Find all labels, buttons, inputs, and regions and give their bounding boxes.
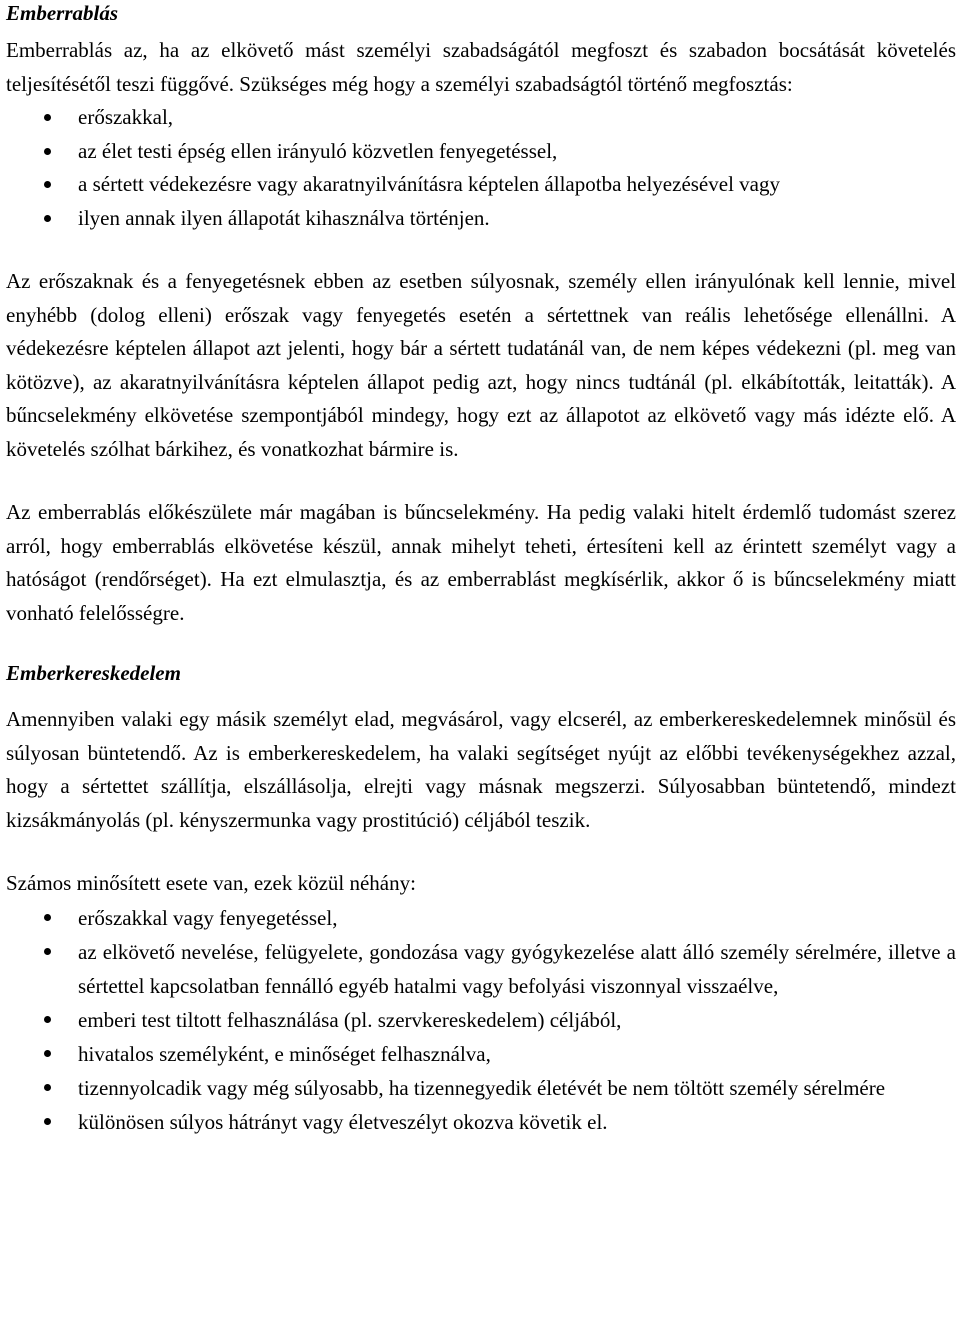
bullet-list-minositett-esetek <box>6 901 956 1139</box>
paragraph-eroszak: Az erőszaknak és a fenyegetésnek ebben az esetben súlyosnak, személy ellen irányulónak kell lennie, mivel enyhébb (dolog elleni) erőszak vagy fenyegetés esetén a sértettnek van reális lehetősége ellenállni. A védekezésre képtelen állapot azt jelenti, hogy bár a sértett tudatánál van, de nem képes védekezni (pl. meg van kötözve), az akaratnyilvánításra képtelen állapot pedig azt, hogy nincs tudtánál (pl. elkábították, leitatták). A bűncselekmény elkövetése szempontjából mindegy, hogy ezt az állapotot az elkövető vagy más idézte elő. A követelés szólhat bárkihez, és vonatkozhat bármire is. <box>6 269 956 461</box>
paragraph-emberkereskedelem: Amennyiben valaki egy másik személyt elad, megvásárol, vagy elcserél, az emberkereskedelemnek minősül és súlyosan büntetendő. Az is emberkereskedelem, ha valaki segítséget nyújt az előbbi tevékenységekhez azzal, hogy a sértettet szállítja, elszállásolja, elrejti vagy másnak megszerzi. Súlyosabban büntetendő, mindezt kizsákmányolás (pl. kényszermunka vagy prostitúció) céljából teszik. <box>6 707 956 832</box>
list-item: különösen súlyos hátrányt vagy életveszélyt okozva követik el. <box>6 1105 956 1139</box>
list-item: ilyen annak ilyen állapotát kihasználva történjen. <box>6 202 956 236</box>
bullet-list-emberrablas <box>6 101 956 235</box>
section-title-emberkereskedelem: Emberkereskedelem <box>6 661 181 685</box>
list-item: hivatalos személyként, e minőséget felhasználva, <box>6 1037 956 1071</box>
list-item: erőszakkal vagy fenyegetéssel, <box>6 901 956 935</box>
section-title-emberrablas: Emberrablás <box>6 1 119 25</box>
list-item: a sértett védekezésre vagy akaratnyilvánításra képtelen állapotba helyezésével vagy <box>6 168 956 202</box>
list-item: tizennyolcadik vagy még súlyosabb, ha tizennegyedik életévét be nem töltött személy sérelmére <box>6 1071 956 1105</box>
list-item: emberi test tiltott felhasználása (pl. szervkereskedelem) céljából, <box>6 1003 956 1037</box>
list-item: az élet testi épség ellen irányuló közvetlen fenyegetéssel, <box>6 135 956 169</box>
list-item: erőszakkal, <box>6 101 956 135</box>
paragraph-intro: Emberrablás az, ha az elkövető mást személyi szabadságától megfoszt és szabadon bocsátását követelés teljesítésétől teszi függővé. Szükséges még hogy a személyi szabadságtól történő megfosztás: <box>6 38 956 96</box>
paragraph-elokeszulet: Az emberrablás előkészülete már magában is bűncselekmény. Ha pedig valaki hitelt érdemlő tudomást szerez arról, hogy emberrablás elkövetése készül, annak mihelyt teheti, értesíteni kell az érintett személyt vagy a hatóságot (rendőrséget). Ha ezt elmulasztja, és az emberrablást megkísérlik, akkor ő is bűncselekmény miatt vonható felelősségre. <box>6 500 956 625</box>
paragraph-minositett-esetek: Számos minősített esete van, ezek közül néhány: <box>6 871 416 895</box>
list-item: az elkövető nevelése, felügyelete, gondozása vagy gyógykezelése alatt álló személy sérelmére, illetve a sértettel kapcsolatban fennálló egyéb hatalmi vagy befolyási viszonnyal visszaélve, <box>6 935 956 1003</box>
